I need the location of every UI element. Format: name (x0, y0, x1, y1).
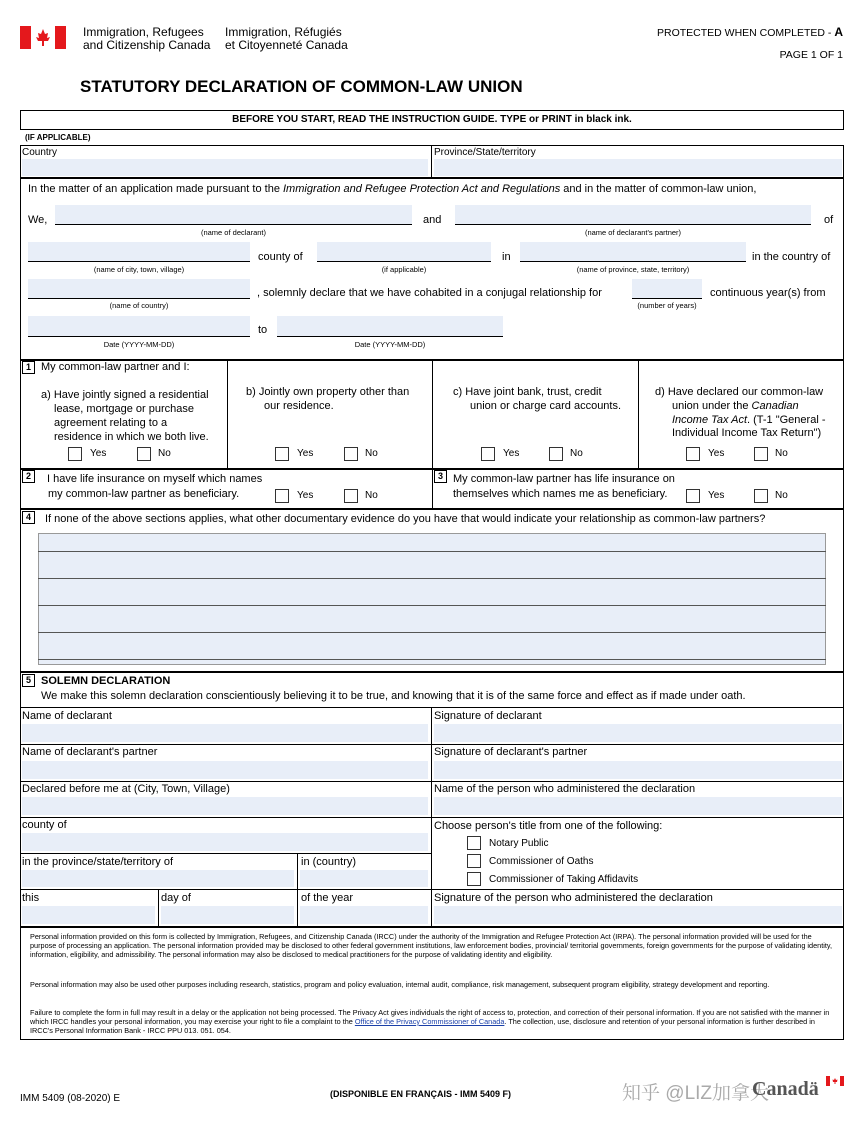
declared-before-field[interactable] (22, 797, 428, 815)
name-of-partner-field[interactable] (22, 761, 428, 779)
years-caption: (number of years) (637, 301, 697, 310)
s1a-line4: residence in which we both live. (54, 431, 209, 443)
matter-intro-act: Immigration and Refugee Protection Act and Regulations (283, 183, 561, 195)
country-label: Country (22, 147, 58, 158)
commissioner-affidavits-checkbox[interactable] (467, 872, 481, 886)
form-id: IMM 5409 (08-2020) E (20, 1093, 121, 1104)
s1d-yes-checkbox[interactable] (686, 447, 700, 461)
instruction-banner-text: BEFORE YOU START, READ THE INSTRUCTION GUIDE. TYPE or PRINT in black ink. (232, 114, 632, 125)
solemnly-declare-text: , solemnly declare that we have cohabited in a conjugal relationship for (257, 287, 602, 299)
section-1-number: 1 (22, 361, 35, 374)
s1d-line3-post: . (T-1 "General - (747, 414, 826, 426)
s2-no-checkbox[interactable] (344, 489, 358, 503)
s1b-no-checkbox[interactable] (344, 447, 358, 461)
section-5-number: 5 (22, 674, 35, 687)
date-to-caption: Date (YYYY-MM-DD) (354, 340, 426, 349)
s1c-no-checkbox[interactable] (549, 447, 563, 461)
s1b-yes-label: Yes (297, 448, 314, 459)
day-of-label: day of (161, 892, 191, 904)
privacy-p3-pre: Failure to complete the form in full may result in a delay or the application not being processed. The Privacy Act gives individuals the right of access to, protection, and correction of their personal information. If you are not satisfied with the manner in which IRCC handles your personal information, you may exercise your right to file a complaint to the (30, 1008, 830, 1026)
commissioner-oaths-label: Commissioner of Oaths (489, 856, 594, 867)
french-availability: (DISPONIBLE EN FRANÇAIS - IMM 5409 F) (330, 1089, 512, 1099)
admin-signature-label: Signature of the person who administered the declaration (434, 892, 713, 904)
province-field[interactable] (434, 159, 842, 176)
s1b-line1: b) Jointly own property other than (246, 386, 410, 398)
partner-name-caption: (name of declarant's partner) (584, 228, 682, 237)
county-of-label: county of (258, 251, 303, 263)
section-3-number: 3 (434, 470, 447, 483)
s1c-yes-checkbox[interactable] (481, 447, 495, 461)
page-number: PAGE 1 OF 1 (779, 49, 843, 61)
s1d-line2-pre: union under the (672, 400, 752, 412)
to-label: to (258, 324, 268, 336)
s2-yes-checkbox[interactable] (275, 489, 289, 503)
in-label: in (502, 251, 511, 263)
protected-notice (657, 25, 843, 39)
province-of-label: in the province/state/territory of (22, 856, 174, 868)
section-1-title: My common-law partner and I: (41, 361, 190, 373)
dept-name-fr-line2: et Citoyenneté Canada (225, 38, 348, 52)
date-to-field[interactable] (277, 316, 503, 336)
country-name-caption: (name of country) (109, 301, 169, 310)
s1d-no-label: No (775, 448, 788, 459)
province-of-field[interactable] (22, 870, 294, 887)
county-of-field[interactable] (22, 833, 428, 851)
county-of-label-s5: county of (22, 819, 67, 831)
date-from-caption: Date (YYYY-MM-DD) (103, 340, 175, 349)
section-4-number: 4 (22, 511, 35, 524)
in-country-field[interactable] (300, 870, 428, 887)
choose-title-label: Choose person's title from one of the following: (434, 820, 663, 832)
s1b-no-label: No (365, 448, 378, 459)
signature-of-declarant-field[interactable] (434, 724, 842, 742)
matter-intro (28, 183, 756, 195)
in-country-label: in (country) (301, 856, 357, 868)
protected-letter: A (834, 25, 843, 39)
s1d-line3-italic: Income Tax Act (672, 414, 747, 426)
city-caption: (name of city, town, village) (93, 265, 185, 274)
date-from-field[interactable] (28, 316, 250, 336)
section-3-line2: themselves which names me as beneficiary. (453, 488, 668, 500)
s2-no-label: No (365, 490, 378, 501)
section-2-line1: I have life insurance on myself which names (47, 473, 263, 485)
privacy-p3-post: . The collection, use, disclosure and retention of your personal information is further described in IRCC's Personal Information Bank - IRCC PPU 013. 051. 054. (30, 1017, 815, 1035)
s1c-yes-label: Yes (503, 448, 520, 459)
country-field[interactable] (22, 159, 428, 176)
s1d-yes-label: Yes (708, 448, 725, 459)
s1c-line1: c) Have joint bank, trust, credit (453, 386, 602, 398)
this-label: this (22, 892, 40, 904)
s1a-no-label: No (158, 448, 171, 459)
continuous-years-label: continuous year(s) from (710, 287, 826, 299)
notary-public-checkbox[interactable] (467, 836, 481, 850)
section-5-text: We make this solemn declaration conscientiously believing it to be true, and knowing that it is of the same force and effect as if made under oath. (41, 690, 746, 702)
dept-name-en-line1: Immigration, Refugees (83, 25, 204, 39)
s3-yes-checkbox[interactable] (686, 489, 700, 503)
canada-flag-logo (20, 26, 66, 49)
s1a-no-checkbox[interactable] (137, 447, 151, 461)
s1d-line1: d) Have declared our common-law (655, 386, 824, 398)
we-label: We, (28, 214, 48, 226)
name-of-declarant-label: Name of declarant (22, 710, 112, 722)
s1d-line2-italic: Canadian (751, 400, 799, 412)
canada-wordmark: Canadä (752, 1078, 819, 1100)
province-name-field[interactable] (520, 242, 746, 262)
watermark: 知乎 @LIZ加拿大 (622, 1083, 770, 1104)
s1a-yes-checkbox[interactable] (68, 447, 82, 461)
commissioner-oaths-checkbox[interactable] (467, 854, 481, 868)
declarant-name-caption: (name of declarant) (200, 228, 267, 237)
admin-signature-field[interactable] (434, 906, 842, 924)
protected-text: PROTECTED WHEN COMPLETED - (656, 27, 835, 39)
s3-no-label: No (775, 490, 788, 501)
declared-before-label: Declared before me at (City, Town, Village) (22, 783, 230, 795)
matter-intro-post: and in the matter of common-law union, (560, 183, 757, 195)
county-caption: (if applicable) (381, 265, 427, 274)
notary-public-label: Notary Public (489, 838, 549, 849)
partner-name-field[interactable] (455, 205, 811, 225)
city-field[interactable] (28, 242, 250, 262)
s1a-line2: lease, mortgage or purchase (54, 403, 195, 415)
signature-of-declarant-label: Signature of declarant (434, 710, 542, 722)
admin-name-field[interactable] (434, 797, 842, 815)
and-label: and (423, 214, 442, 226)
s3-no-checkbox[interactable] (754, 489, 768, 503)
province-label: Province/State/territory (434, 147, 536, 158)
other-evidence-textarea[interactable] (38, 533, 826, 665)
section-5-title: SOLEMN DECLARATION (41, 675, 171, 687)
declarant-name-field[interactable] (55, 205, 412, 225)
dept-name-en-line2: and Citizenship Canada (83, 38, 211, 52)
matter-intro-pre: In the matter of an application made pursuant to the (28, 183, 283, 195)
s1d-line2 (672, 400, 799, 412)
s1c-line2: union or charge card accounts. (470, 400, 622, 412)
month-field[interactable] (161, 906, 294, 924)
s1a-yes-label: Yes (90, 448, 107, 459)
year-field[interactable] (300, 906, 428, 924)
name-of-partner-label: Name of declarant's partner (22, 746, 158, 758)
signature-of-partner-label: Signature of declarant's partner (434, 746, 588, 758)
years-field[interactable] (632, 279, 702, 299)
dept-name-fr-line1: Immigration, Réfugiés (225, 25, 342, 39)
s1c-no-label: No (570, 448, 583, 459)
wordmark-flag-icon (826, 1076, 844, 1086)
province-name-caption: (name of province, state, territory) (576, 265, 690, 274)
section-2-number: 2 (22, 470, 35, 483)
privacy-paragraph-2: Personal information may also be used other purposes including research, statistics, program and policy evaluation, internal audit, compliance, risk management, subsequent program eligibility, strategy development and reporting. (30, 980, 770, 989)
in-country-of-label: in the country of (752, 251, 831, 263)
country-name-field[interactable] (28, 279, 250, 299)
s1d-no-checkbox[interactable] (754, 447, 768, 461)
of-label: of (824, 214, 834, 226)
section-4-text: If none of the above sections applies, what other documentary evidence do you have that would indicate your relationship as common-law partners? (45, 513, 766, 525)
privacy-paragraph-1: Personal information provided on this form is collected by Immigration, Refugees, and Citizenship Canada (IRCC) under the authority of the Immigration and Refugee Protection Act (IRPA). The personal information provided will be used for the purpose of processing an application. The personal information provided may be disclosed to other federal government institutions, law enforcement bodies, provincial/ territorial governments, foreign governments for the purpose of validating identity, information, eligibility, and admissibility. The personal information may also be disclosed to medical practitioners for the purpose of validating identity and eligibility. (30, 932, 833, 959)
s3-yes-label: Yes (708, 490, 725, 501)
of-the-year-label: of the year (301, 892, 353, 904)
s1d-line3 (672, 414, 825, 426)
section-3-line1: My common-law partner has life insurance on (453, 473, 675, 485)
page-title: STATUTORY DECLARATION OF COMMON-LAW UNION (80, 77, 523, 96)
s1b-line2: our residence. (264, 400, 334, 412)
s1a-line3: agreement relating to a (54, 417, 168, 429)
if-applicable-label: (IF APPLICABLE) (25, 133, 91, 142)
this-day-field[interactable] (22, 906, 155, 924)
commissioner-affidavits-label: Commissioner of Taking Affidavits (489, 874, 639, 885)
s2-yes-label: Yes (297, 490, 314, 501)
signature-of-partner-field[interactable] (434, 761, 842, 779)
admin-name-label: Name of the person who administered the declaration (434, 783, 696, 795)
county-field[interactable] (317, 242, 491, 262)
section-2-line2: my common-law partner as beneficiary. (48, 488, 240, 500)
s1d-line4: Individual Income Tax Return") (672, 427, 822, 439)
s1b-yes-checkbox[interactable] (275, 447, 289, 461)
s1a-line1: a) Have jointly signed a residential (41, 389, 209, 401)
privacy-paragraph-3 (30, 1008, 838, 1035)
name-of-declarant-field[interactable] (22, 724, 428, 742)
privacy-commissioner-link[interactable]: Office of the Privacy Commissioner of Canada (354, 1017, 505, 1026)
